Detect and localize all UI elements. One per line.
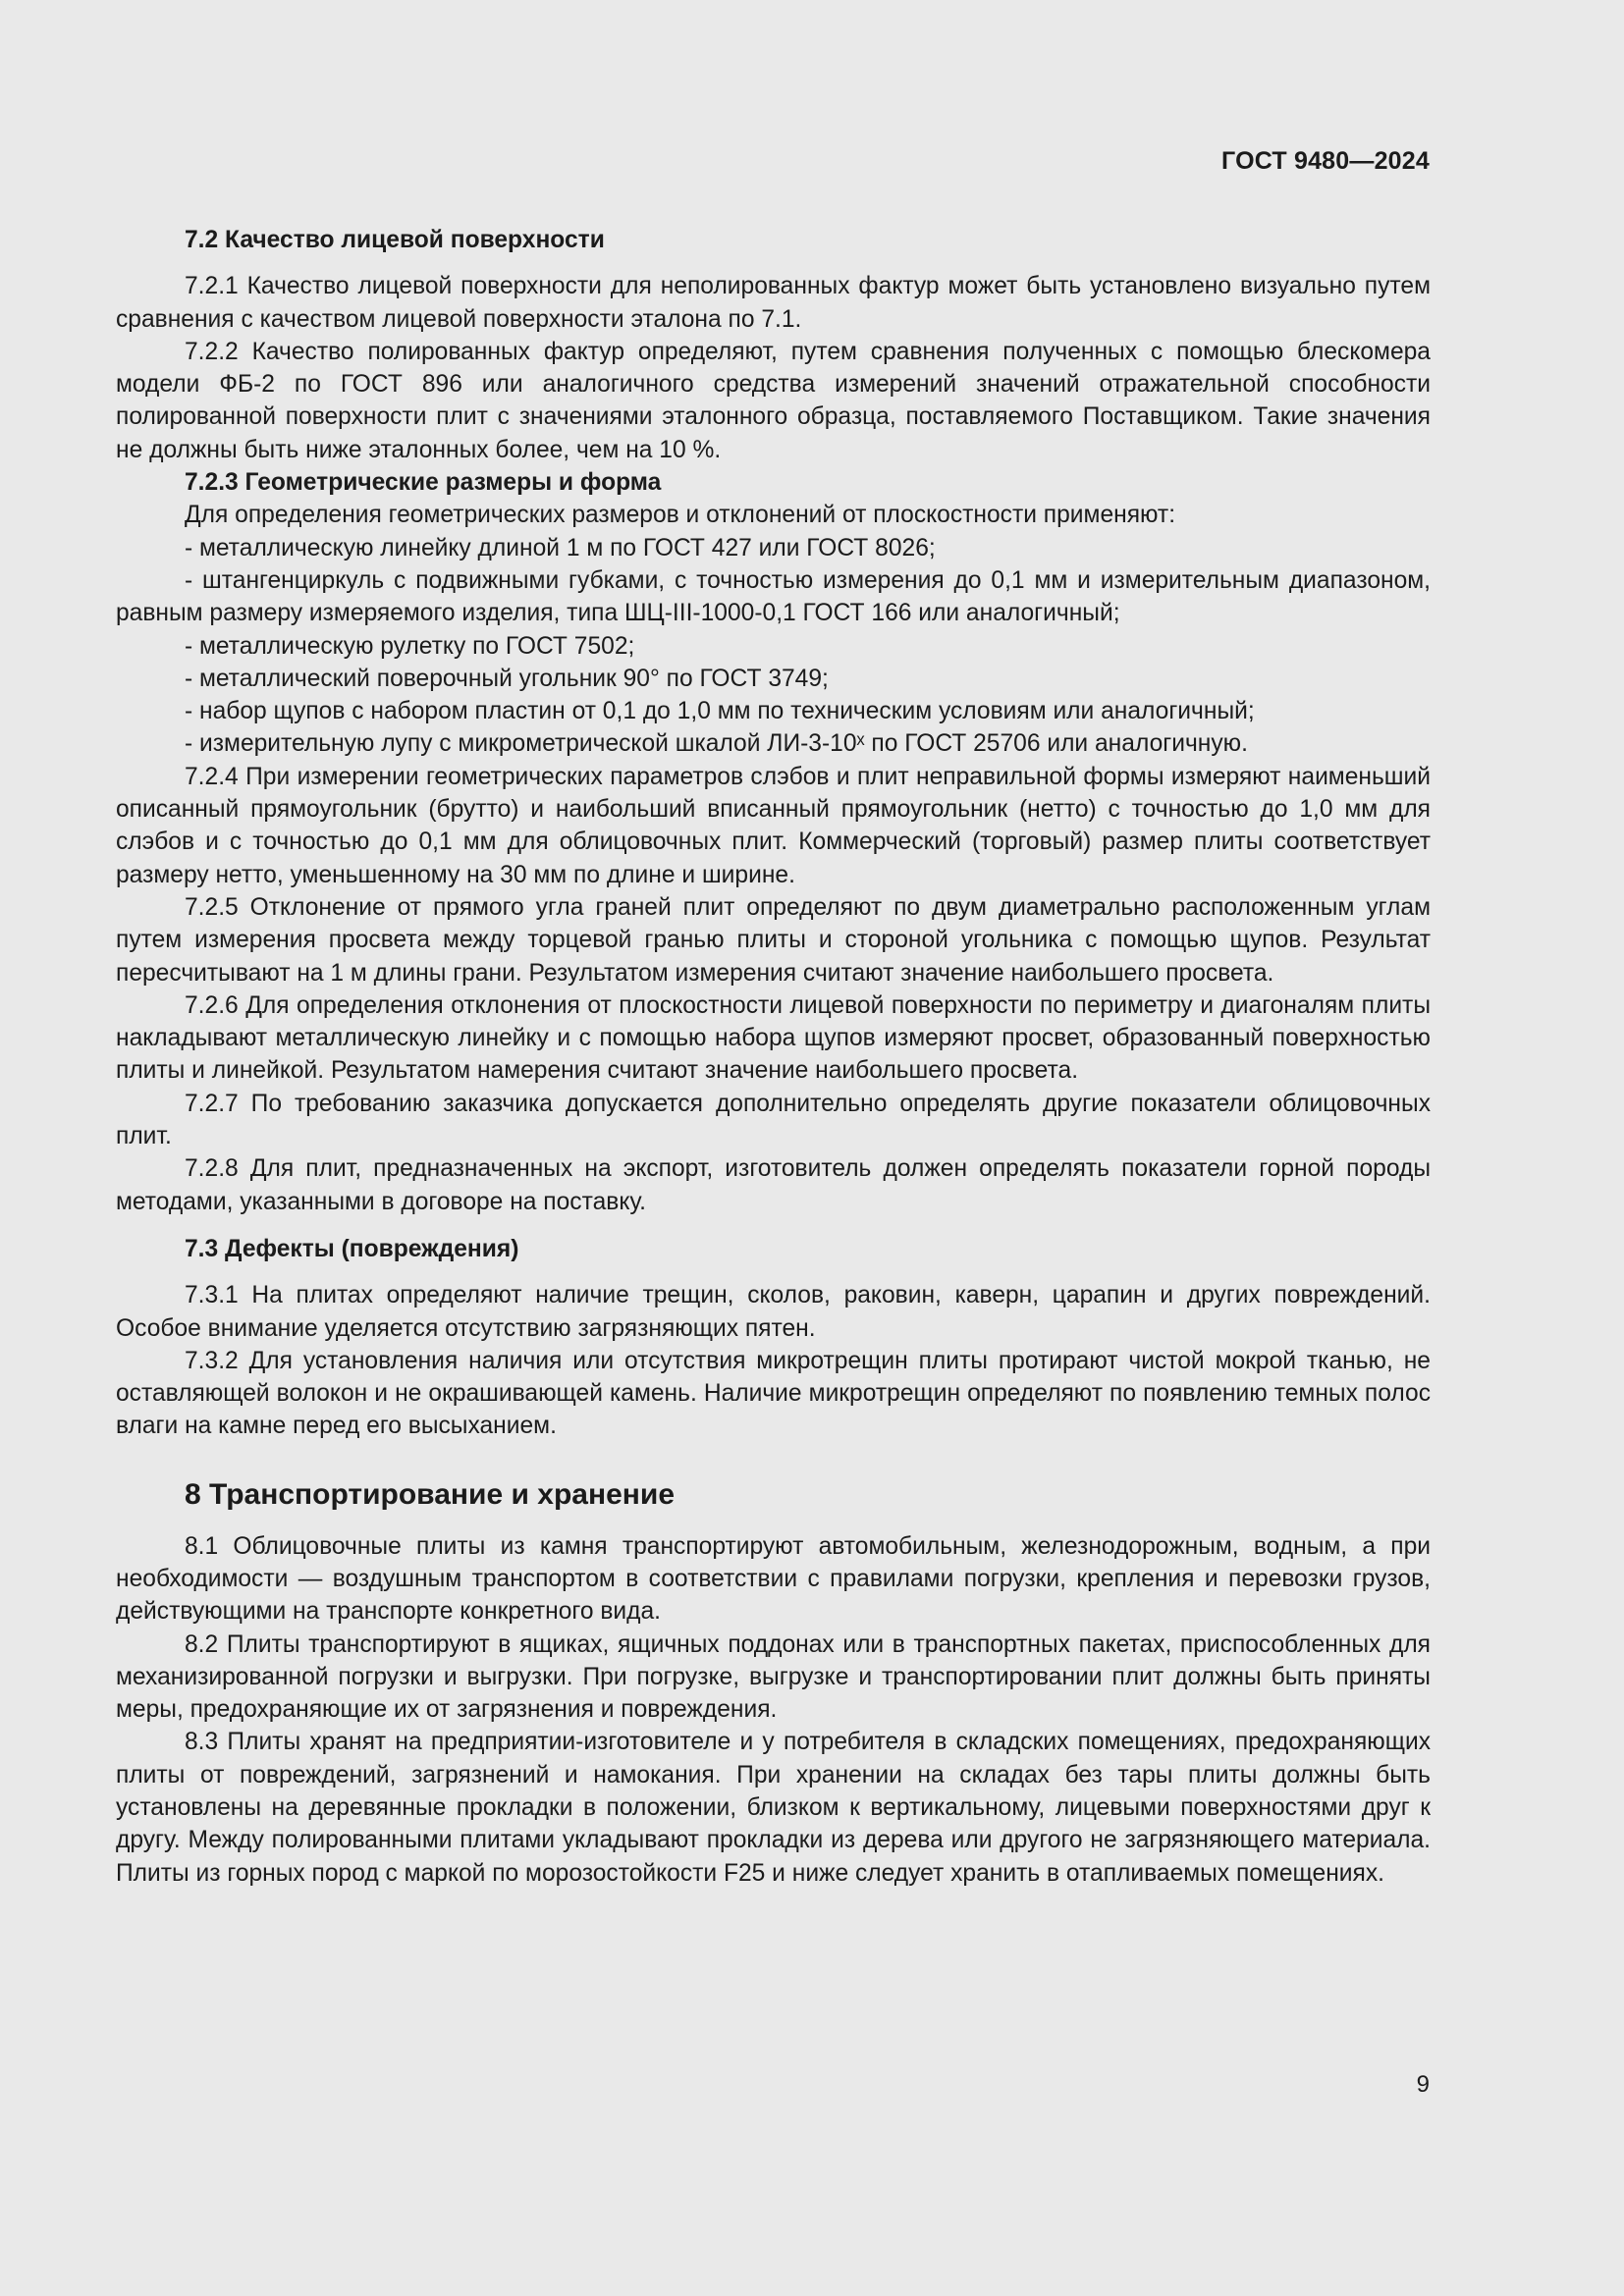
paragraph-8-3: 8.3 Плиты хранят на предприятии-изготовителе и у потребителя в складских помещениях, предохраняющих плиты от повреждений, загрязнений и намокания. При хранении на складах без тары плиты должны быть установлены на деревянные прокладки в положении, близком к вертикальному, лицевыми поверхностями друг к другу. Между полированными плитами укладывают прокладки из дерева или другого не загрязняющего материала. Плиты из горных пород с маркой по морозостойкости F25 и ниже следует хранить в отапливаемых помещениях. [116,1729,1431,1887]
list-item: - металлический поверочный угольник 90° по ГОСТ 3749; [185,665,829,692]
document-id-header: ГОСТ 9480—2024 [1221,147,1430,175]
page-number: 9 [1416,2071,1430,2098]
paragraph-7-2-1: 7.2.1 Качество лицевой поверхности для неполированных фактур может быть установлено визуально путем сравнения с качеством лицевой поверхности эталона по 7.1. [116,273,1431,333]
paragraph-7-2-2: 7.2.2 Качество полированных фактур определяют, путем сравнения полученных с помощью блескомера модели ФБ-2 по ГОСТ 896 или аналогичного средства измерений значений отражательной способности полированной поверхности плит с значениями эталонного образца, поставляемого Поставщиком. Такие значения не должны быть ниже эталонных более, чем на 10 %. [116,338,1431,463]
list-item: - измерительную лупу с микрометрической шкалой ЛИ-3-10ˣ по ГОСТ 25706 или аналогичную. [185,730,1248,758]
document-body [116,224,1431,1890]
list-item: - набор щупов с набором пластин от 0,1 до 1,0 мм по техническим условиям или аналогичный; [185,698,1255,725]
section-8-heading: 8 Транспортирование и хранение [185,1477,676,1511]
section-7-2-3-heading: 7.2.3 Геометрические размеры и форма [185,469,662,497]
paragraph-7-2-7: 7.2.7 По требованию заказчика допускается дополнительно определять другие показатели облицовочных плит. [116,1090,1431,1150]
paragraph-8-1: 8.1 Облицовочные плиты из камня транспортируют автомобильным, железнодорожным, водным, а при необходимости — воздушным транспортом в соответствии с правилами погрузки, крепления и перевозки грузов, действующими на транспорте конкретного вида. [116,1532,1431,1626]
section-7-2-heading: 7.2 Качество лицевой поверхности [185,227,605,253]
section-7-3-heading: 7.3 Дефекты (повреждения) [185,1235,519,1262]
list-item: - металлическую линейку длиной 1 м по ГОСТ 427 или ГОСТ 8026; [185,534,936,561]
paragraph-8-2: 8.2 Плиты транспортируют в ящиках, ящичных поддонах или в транспортных пакетах, приспособленных для механизированной погрузки и выгрузки. При погрузке, выгрузке и транспортировании плит должны быть приняты меры, предохраняющие их от загрязнения и повреждения. [116,1630,1431,1724]
paragraph-7-2-5: 7.2.5 Отклонение от прямого угла граней плит определяют по двум диаметрально расположенным углам путем измерения просвета между торцевой гранью плиты и стороной угольника с помощью щупов. Результат пересчитывают на 1 м длины грани. Результатом измерения считают значение наибольшего просвета. [116,893,1431,987]
paragraph-7-3-2: 7.3.2 Для установления наличия или отсутствия микротрещин плиты протирают чистой мокрой тканью, не оставляющей волокон и не окрашивающей камень. Наличие микротрещин определяют по появлению темных полос влаги на камне перед его высыханием. [116,1347,1431,1440]
list-item: - металлическую рулетку по ГОСТ 7502; [185,632,635,660]
paragraph-7-2-8: 7.2.8 Для плит, предназначенных на экспорт, изготовитель должен определять показатели горной породы методами, указанными в договоре на поставку. [116,1155,1431,1215]
paragraph-7-2-4: 7.2.4 При измерении геометрических параметров слэбов и плит неправильной формы измеряют наименьший описанный прямоугольник (брутто) и наибольший вписанный прямоугольник (нетто) с точностью до 1,0 мм для слэбов и с точностью до 0,1 мм для облицовочных плит. Коммерческий (торговый) размер плиты соответствует размеру нетто, уменьшенному на 30 мм по длине и ширине. [116,763,1431,888]
list-item: - штангенциркуль с подвижными губками, с точностью измерения до 0,1 мм и измерительным диапазоном, равным размеру измеряемого изделия, типа ШЦ-III-1000-0,1 ГОСТ 166 или аналогичный; [116,566,1431,627]
paragraph-7-2-3-intro: Для определения геометрических размеров и отклонений от плоскостности применяют: [185,502,1176,529]
paragraph-7-3-1: 7.3.1 На плитах определяют наличие трещин, сколов, раковин, каверн, царапин и других повреждений. Особое внимание уделяется отсутствию загрязняющих пятен. [116,1282,1431,1342]
paragraph-7-2-6: 7.2.6 Для определения отклонения от плоскостности лицевой поверхности по периметру и диагоналям плиты накладывают металлическую линейку и с помощью набора щупов измеряют просвет, образованный поверхностью плиты и линейкой. Результатом намерения считают значение наибольшего просвета. [116,991,1431,1085]
